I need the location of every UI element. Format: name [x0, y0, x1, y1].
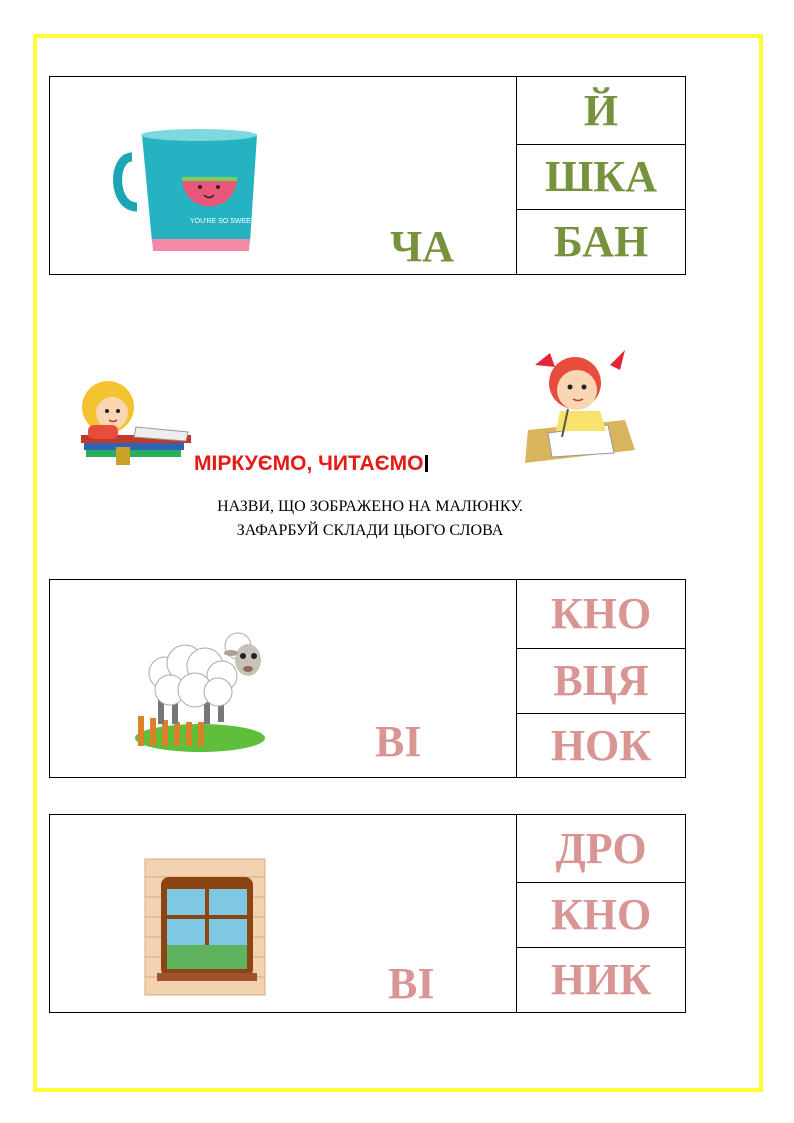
syllable-cell[interactable]: КНО — [516, 882, 686, 948]
reading-child-icon — [76, 377, 194, 467]
task-card-2 — [49, 579, 686, 778]
syllable-cell[interactable]: НИК — [516, 947, 686, 1013]
syllable-options — [516, 579, 686, 778]
window-icon — [143, 857, 273, 997]
syllable-cell[interactable]: ДРО — [516, 814, 686, 883]
syllable-options — [516, 814, 686, 1013]
syllable-cell[interactable]: КНО — [516, 579, 686, 649]
syllable-cell[interactable]: ШКА — [516, 144, 686, 210]
page-title: МІРКУЄМО, ЧИТАЄМО — [194, 452, 428, 476]
word-start: ВІ — [375, 717, 422, 766]
instruction-line-2: ЗАФАРБУЙ СКЛАДИ ЦЬОГО СЛОВА — [236, 522, 504, 539]
syllable-cell[interactable]: ВЦЯ — [516, 648, 686, 714]
word-start: ЧА — [390, 222, 455, 271]
writing-child-icon — [520, 345, 638, 475]
task-card-1 — [49, 76, 686, 275]
instruction-line-1: НАЗВИ, ЩО ЗОБРАЖЕНО НА МАЛЮНКУ. — [217, 498, 523, 515]
word-start: ВІ — [388, 959, 435, 1008]
task-card-3 — [49, 814, 686, 1013]
text-cursor — [425, 455, 428, 472]
syllable-cell[interactable]: БАН — [516, 209, 686, 275]
syllable-cell[interactable]: НОК — [516, 713, 686, 778]
cup-icon — [112, 127, 262, 257]
syllable-options — [516, 76, 686, 275]
cup-print: YOU'RE SO SWEET — [190, 218, 256, 225]
syllable-cell[interactable]: Й — [516, 76, 686, 145]
sheep-icon — [130, 618, 270, 758]
